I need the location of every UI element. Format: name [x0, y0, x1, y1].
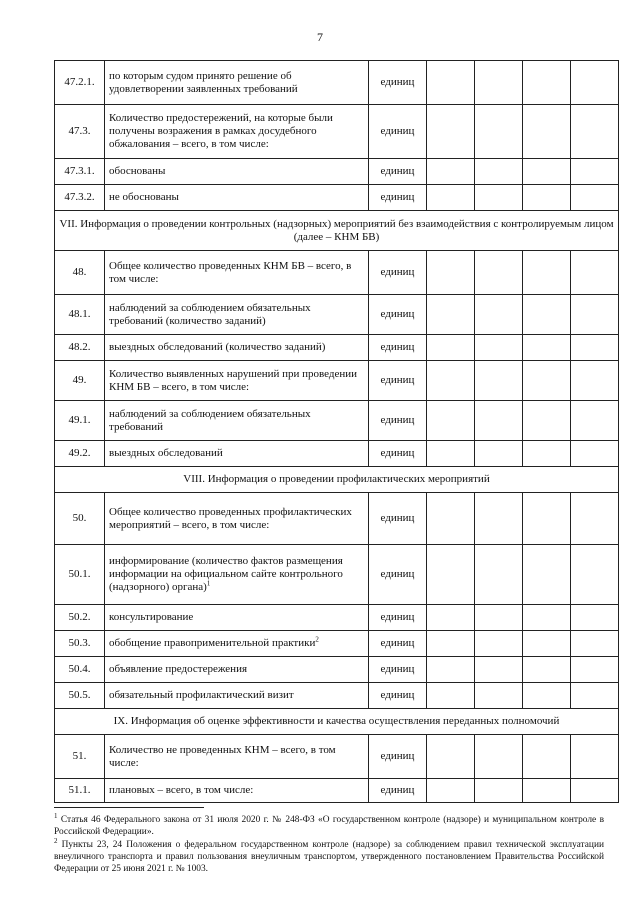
row-unit: единиц [369, 159, 427, 185]
section-title: IX. Информация об оценке эффективности и качества осуществления переданных полномочий [55, 709, 619, 735]
value-cell [475, 493, 523, 545]
value-cell [427, 779, 475, 803]
row-description-text: обоснованы [109, 165, 166, 177]
row-description [105, 657, 369, 683]
row-number: 50.3. [55, 631, 105, 657]
value-cell [523, 657, 571, 683]
row-description-text: Общее количество проведенных профилактических мероприятий – всего, в том числе: [109, 505, 352, 531]
row-description [105, 605, 369, 631]
value-cell [523, 631, 571, 657]
value-cell [571, 361, 619, 401]
footnote-1 [54, 811, 604, 838]
footnote-separator [54, 807, 204, 808]
value-cell [475, 251, 523, 295]
value-cell [475, 105, 523, 159]
value-cell [571, 779, 619, 803]
row-description [105, 251, 369, 295]
row-description-text: обобщение правоприменительной практики [109, 637, 316, 649]
value-cell [427, 185, 475, 211]
row-description-text: по которым судом принято решение об удовлетворении заявленных требований [109, 69, 298, 95]
value-cell [523, 735, 571, 779]
value-cell [571, 493, 619, 545]
row-number: 48.1. [55, 295, 105, 335]
value-cell [427, 295, 475, 335]
row-description-text: выездных обследований (количество заданий) [109, 341, 326, 353]
row-unit: единиц [369, 61, 427, 105]
row-description [105, 683, 369, 709]
value-cell [427, 683, 475, 709]
footnote-text: Пункты 23, 24 Положения о федеральном государственном контроле (надзоре) за соблюдением правил технической эксплуатации внеуличного транспорта и правил пользования внеуличным транспортом, утвержденного постановлением Правительства Российской Федерации от 25 июня 2021 г. № 1003. [54, 840, 604, 874]
table-row [55, 251, 619, 295]
row-number: 51. [55, 735, 105, 779]
value-cell [571, 631, 619, 657]
value-cell [523, 493, 571, 545]
row-number: 48.2. [55, 335, 105, 361]
value-cell [475, 159, 523, 185]
row-unit: единиц [369, 631, 427, 657]
value-cell [523, 335, 571, 361]
value-cell [571, 545, 619, 605]
row-description-text: обязательный профилактический визит [109, 689, 294, 701]
row-unit: единиц [369, 401, 427, 441]
value-cell [571, 401, 619, 441]
value-cell [475, 185, 523, 211]
value-cell [475, 657, 523, 683]
value-cell [571, 251, 619, 295]
row-number: 49.2. [55, 441, 105, 467]
value-cell [523, 185, 571, 211]
value-cell [523, 251, 571, 295]
row-description [105, 779, 369, 803]
table-row [55, 159, 619, 185]
table-row [55, 657, 619, 683]
table-row [55, 295, 619, 335]
row-unit: единиц [369, 779, 427, 803]
row-description-text: информирование (количество фактов размещения информации на официальном сайте контрольного (надзорного) органа) [109, 555, 343, 593]
value-cell [427, 401, 475, 441]
table-row [55, 779, 619, 803]
value-cell [523, 105, 571, 159]
value-cell [427, 605, 475, 631]
row-number: 47.3.1. [55, 159, 105, 185]
value-cell [571, 657, 619, 683]
value-cell [475, 295, 523, 335]
value-cell [571, 61, 619, 105]
value-cell [523, 61, 571, 105]
row-description-text: наблюдений за соблюдением обязательных требований [109, 407, 311, 433]
table-row [55, 631, 619, 657]
section-header-row [55, 467, 619, 493]
row-unit: единиц [369, 251, 427, 295]
value-cell [475, 401, 523, 441]
row-unit: единиц [369, 361, 427, 401]
table-row [55, 545, 619, 605]
table-row [55, 185, 619, 211]
value-cell [475, 779, 523, 803]
row-description [105, 361, 369, 401]
row-unit: единиц [369, 295, 427, 335]
value-cell [475, 61, 523, 105]
row-number: 51.1. [55, 779, 105, 803]
section-header-row [55, 211, 619, 251]
value-cell [427, 657, 475, 683]
footnote-reference: 2 [315, 635, 319, 644]
value-cell [427, 335, 475, 361]
value-cell [571, 605, 619, 631]
table-row [55, 493, 619, 545]
value-cell [475, 545, 523, 605]
value-cell [523, 401, 571, 441]
row-description [105, 335, 369, 361]
row-unit: единиц [369, 683, 427, 709]
row-description [105, 493, 369, 545]
value-cell [523, 779, 571, 803]
row-description-text: плановых – всего, в том числе: [109, 784, 254, 796]
value-cell [571, 335, 619, 361]
row-description-text: консультирование [109, 611, 194, 623]
footnote-mark: 1 [54, 811, 58, 820]
value-cell [427, 631, 475, 657]
row-unit: единиц [369, 605, 427, 631]
row-description-text: Количество предостережений, на которые были получены возражения в рамках досудебного обжалования – всего, в том числе: [109, 112, 333, 150]
row-unit: единиц [369, 441, 427, 467]
row-number: 50.4. [55, 657, 105, 683]
value-cell [475, 683, 523, 709]
row-description [105, 735, 369, 779]
row-description [105, 105, 369, 159]
row-unit: единиц [369, 493, 427, 545]
row-number: 50. [55, 493, 105, 545]
footnote-mark: 2 [54, 836, 58, 845]
value-cell [475, 605, 523, 631]
report-table [54, 60, 619, 803]
row-description-text: наблюдений за соблюдением обязательных требований (количество заданий) [109, 301, 311, 327]
value-cell [523, 295, 571, 335]
value-cell [427, 61, 475, 105]
table-row [55, 441, 619, 467]
footnote-reference: 1 [206, 579, 211, 588]
value-cell [571, 185, 619, 211]
value-cell [523, 683, 571, 709]
row-number: 47.2.1. [55, 61, 105, 105]
row-unit: единиц [369, 735, 427, 779]
value-cell [523, 361, 571, 401]
value-cell [571, 441, 619, 467]
row-unit: единиц [369, 545, 427, 605]
value-cell [475, 361, 523, 401]
value-cell [427, 735, 475, 779]
value-cell [571, 295, 619, 335]
table-row [55, 683, 619, 709]
table-row [55, 61, 619, 105]
row-number: 49.1. [55, 401, 105, 441]
page-number: 7 [317, 30, 323, 44]
value-cell [523, 441, 571, 467]
row-number: 48. [55, 251, 105, 295]
row-unit: единиц [369, 105, 427, 159]
value-cell [427, 159, 475, 185]
value-cell [571, 159, 619, 185]
section-title: VIII. Информация о проведении профилактических мероприятий [55, 467, 619, 493]
row-number: 50.2. [55, 605, 105, 631]
section-title: VII. Информация о проведении контрольных (надзорных) мероприятий без взаимодействия с контролируемым лицом (далее – КНМ БВ) [55, 211, 619, 251]
row-description [105, 545, 369, 605]
value-cell [427, 493, 475, 545]
value-cell [523, 605, 571, 631]
row-unit: единиц [369, 335, 427, 361]
table-row [55, 361, 619, 401]
row-number: 50.1. [55, 545, 105, 605]
report-table-body [55, 61, 619, 803]
table-row [55, 605, 619, 631]
row-unit: единиц [369, 185, 427, 211]
value-cell [571, 683, 619, 709]
row-description-text: выездных обследований [109, 447, 223, 459]
table-row [55, 335, 619, 361]
row-description [105, 401, 369, 441]
row-description [105, 441, 369, 467]
footnotes [54, 811, 604, 876]
row-description [105, 295, 369, 335]
row-number: 49. [55, 361, 105, 401]
row-description [105, 61, 369, 105]
row-number: 50.5. [55, 683, 105, 709]
footnote-text: Статья 46 Федерального закона от 31 июля 2020 г. № 248-ФЗ «О государственном контроле (надзоре) и муниципальном контроле в Российской Федерации». [54, 815, 604, 837]
value-cell [523, 545, 571, 605]
table-row [55, 401, 619, 441]
value-cell [571, 105, 619, 159]
value-cell [427, 441, 475, 467]
value-cell [475, 335, 523, 361]
value-cell [427, 105, 475, 159]
table-row [55, 105, 619, 159]
row-description [105, 185, 369, 211]
row-description-text: Количество выявленных нарушений при проведении КНМ БВ – всего, в том числе: [109, 367, 358, 393]
value-cell [427, 545, 475, 605]
row-number: 47.3.2. [55, 185, 105, 211]
row-unit: единиц [369, 657, 427, 683]
value-cell [475, 631, 523, 657]
row-description-text: Общее количество проведенных КНМ БВ – всего, в том числе: [109, 259, 352, 285]
row-description-text: Количество не проведенных КНМ – всего, в том числе: [109, 743, 336, 769]
value-cell [523, 159, 571, 185]
row-description-text: не обоснованы [109, 191, 179, 203]
row-description [105, 159, 369, 185]
value-cell [427, 251, 475, 295]
value-cell [475, 441, 523, 467]
value-cell [571, 735, 619, 779]
footnote-2 [54, 836, 604, 875]
table-row [55, 735, 619, 779]
section-header-row [55, 709, 619, 735]
row-description-text: объявление предостережения [109, 663, 248, 675]
row-number: 47.3. [55, 105, 105, 159]
row-description [105, 631, 369, 657]
value-cell [475, 735, 523, 779]
value-cell [427, 361, 475, 401]
